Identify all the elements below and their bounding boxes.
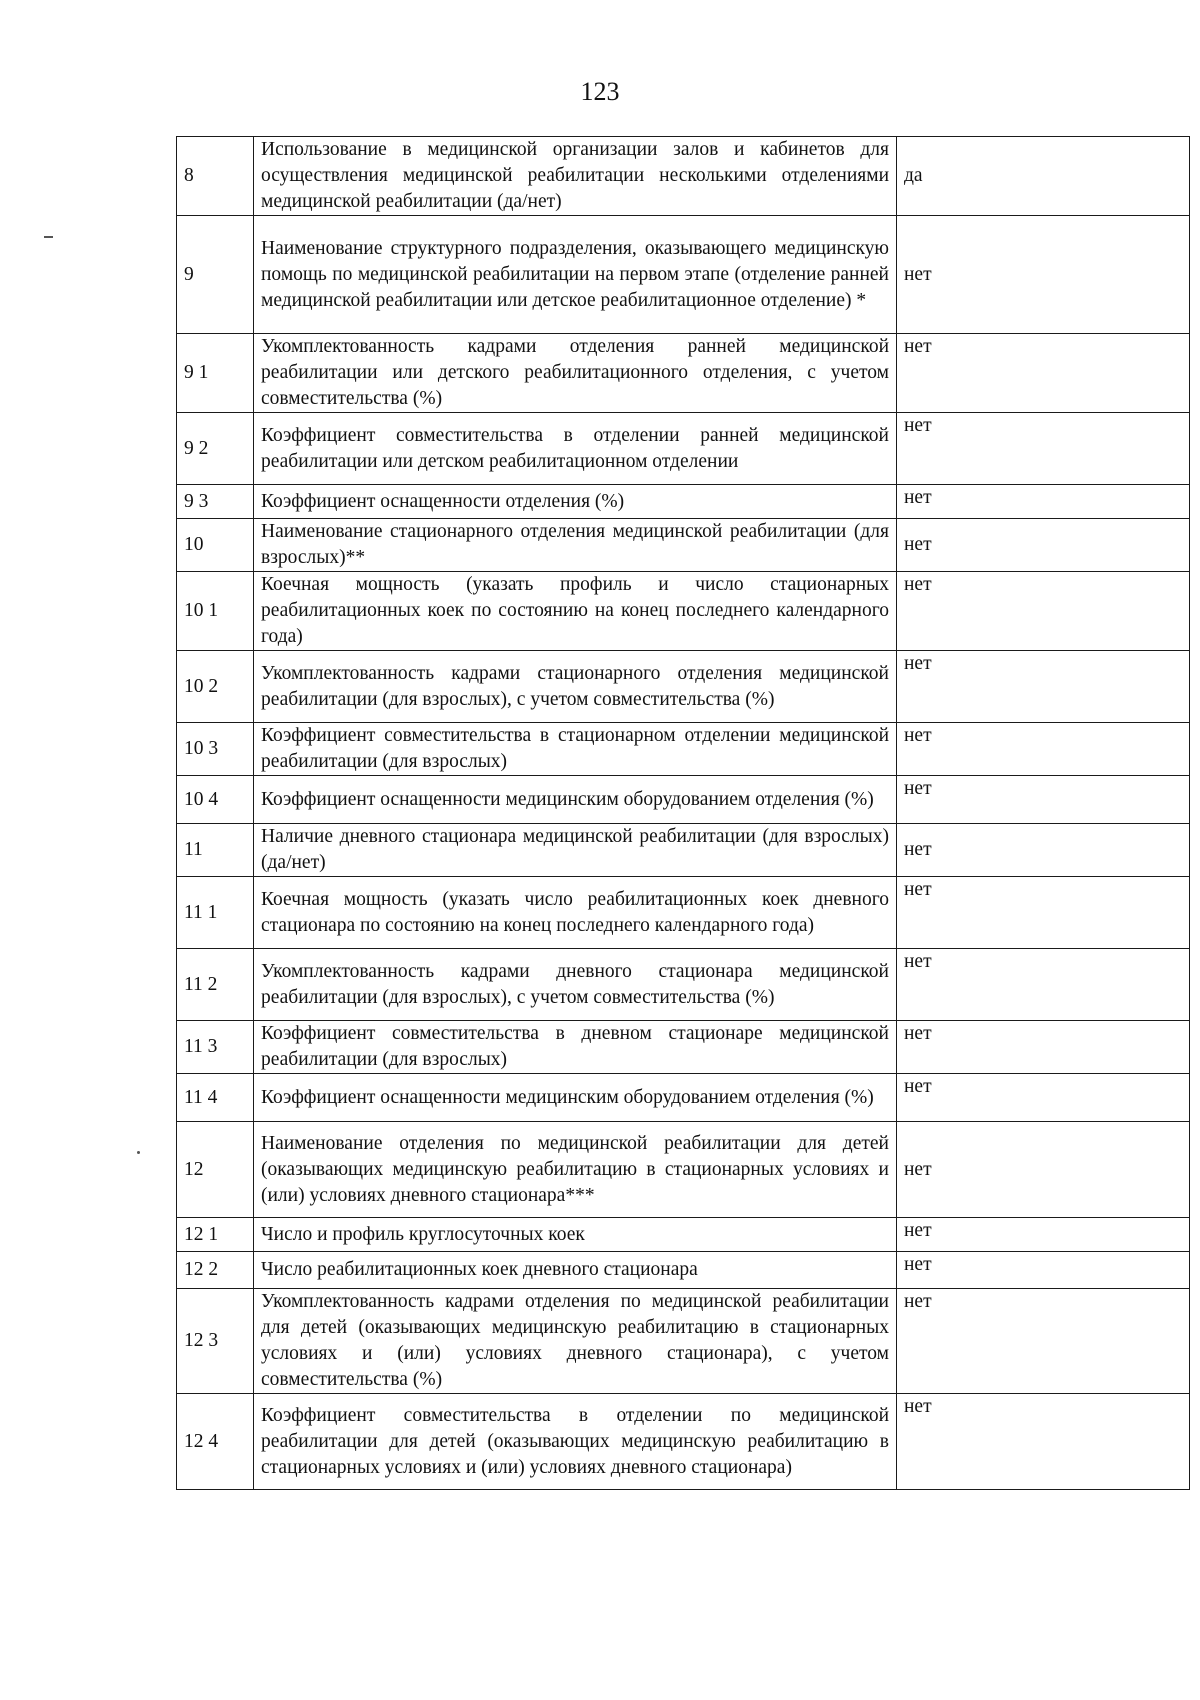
- indicator-name: Использование в медицинской организации залов и кабинетов для осуществления медицинской реабилитации несколькими отделениями медицинской реабилитации (да/нет): [254, 137, 897, 216]
- table-row: [177, 1394, 1190, 1490]
- table-row: [177, 949, 1190, 1021]
- table-row: [177, 723, 1190, 776]
- row-number: 10 3: [177, 723, 254, 776]
- indicator-name: Коэффициент совместительства в отделении ранней медицинской реабилитации или детском реабилитационном отделении: [254, 413, 897, 485]
- row-number: 10 1: [177, 572, 254, 651]
- row-number: 9: [177, 216, 254, 334]
- indicator-name: Наименование отделения по медицинской реабилитации для детей (оказывающих медицинскую реабилитацию в стационарных условиях и (или) условиях дневного стационара***: [254, 1122, 897, 1218]
- indicator-name: Наименование структурного подразделения, оказывающего медицинскую помощь по медицинской реабилитации на первом этапе (отделение ранней медицинской реабилитации или детское реабилитационное отделение) *: [254, 216, 897, 334]
- page-number: 123: [580, 77, 620, 106]
- table-row: [177, 216, 1190, 334]
- indicator-value: нет: [897, 1218, 1190, 1252]
- indicator-name: Коэффициент оснащенности медицинским оборудованием отделения (%): [254, 776, 897, 824]
- indicators-table-body: [177, 137, 1190, 1490]
- row-number: 8: [177, 137, 254, 216]
- indicator-name: Коэффициент совместительства в дневном стационаре медицинской реабилитации (для взрослых): [254, 1021, 897, 1074]
- row-number: 10 2: [177, 651, 254, 723]
- indicator-value: нет: [897, 776, 1190, 824]
- indicator-value: нет: [897, 572, 1190, 651]
- table-row: [177, 1074, 1190, 1122]
- indicator-value: нет: [897, 1074, 1190, 1122]
- indicators-table: [176, 136, 1190, 1490]
- row-number: 9 1: [177, 334, 254, 413]
- indicator-name: Коэффициент совместительства в отделении по медицинской реабилитации для детей (оказывающих медицинскую реабилитацию в стационарных условиях и (или) условиях дневного стационара): [254, 1394, 897, 1490]
- row-number: 12: [177, 1122, 254, 1218]
- indicator-value: нет: [897, 334, 1190, 413]
- indicator-value: да: [897, 137, 1190, 216]
- indicator-value: нет: [897, 651, 1190, 723]
- row-number: 12 4: [177, 1394, 254, 1490]
- indicator-name: Наличие дневного стационара медицинской реабилитации (для взрослых) (да/нет): [254, 824, 897, 877]
- table-row: [177, 137, 1190, 216]
- indicator-value: нет: [897, 1289, 1190, 1394]
- row-number: 11 3: [177, 1021, 254, 1074]
- table-row: [177, 877, 1190, 949]
- table-row: [177, 1021, 1190, 1074]
- indicator-name: Укомплектованность кадрами отделения по медицинской реабилитации для детей (оказывающих медицинскую реабилитацию в стационарных условиях и (или) условиях дневного стационара), с учетом совместительства (%): [254, 1289, 897, 1394]
- indicator-name: Число реабилитационных коек дневного стационара: [254, 1252, 897, 1289]
- table-row: [177, 485, 1190, 519]
- row-number: 12 1: [177, 1218, 254, 1252]
- indicator-name: Коечная мощность (указать профиль и число стационарных реабилитационных коек по состоянию на конец последнего календарного года): [254, 572, 897, 651]
- row-number: 9 2: [177, 413, 254, 485]
- table-row: [177, 1122, 1190, 1218]
- row-number: 11: [177, 824, 254, 877]
- indicator-name: Коэффициент совместительства в стационарном отделении медицинской реабилитации (для взрослых): [254, 723, 897, 776]
- indicator-value: нет: [897, 519, 1190, 572]
- table-row: [177, 519, 1190, 572]
- table-row: [177, 572, 1190, 651]
- indicator-name: Укомплектованность кадрами отделения ранней медицинской реабилитации или детского реабилитационного отделения, с учетом совместительства (%): [254, 334, 897, 413]
- indicator-value: нет: [897, 1394, 1190, 1490]
- indicator-value: нет: [897, 1252, 1190, 1289]
- table-row: [177, 1218, 1190, 1252]
- margin-dash-mark: [44, 236, 53, 238]
- indicator-name: Наименование стационарного отделения медицинской реабилитации (для взрослых)**: [254, 519, 897, 572]
- indicator-value: нет: [897, 723, 1190, 776]
- indicator-name: Коэффициент оснащенности медицинским оборудованием отделения (%): [254, 1074, 897, 1122]
- indicator-name: Число и профиль круглосуточных коек: [254, 1218, 897, 1252]
- indicator-value: нет: [897, 1122, 1190, 1218]
- margin-dot-mark: [137, 1151, 140, 1154]
- indicator-name: Коэффициент оснащенности отделения (%): [254, 485, 897, 519]
- indicator-name: Укомплектованность кадрами стационарного отделения медицинской реабилитации (для взрослых), с учетом совместительства (%): [254, 651, 897, 723]
- row-number: 11 1: [177, 877, 254, 949]
- indicator-value: нет: [897, 1021, 1190, 1074]
- indicator-value: нет: [897, 949, 1190, 1021]
- row-number: 10 4: [177, 776, 254, 824]
- table-row: [177, 824, 1190, 877]
- indicator-value: нет: [897, 216, 1190, 334]
- row-number: 12 2: [177, 1252, 254, 1289]
- row-number: 12 3: [177, 1289, 254, 1394]
- table-row: [177, 413, 1190, 485]
- table-row: [177, 651, 1190, 723]
- row-number: 10: [177, 519, 254, 572]
- row-number: 9 3: [177, 485, 254, 519]
- table-row: [177, 1252, 1190, 1289]
- indicator-name: Укомплектованность кадрами дневного стационара медицинской реабилитации (для взрослых), с учетом совместительства (%): [254, 949, 897, 1021]
- row-number: 11 4: [177, 1074, 254, 1122]
- table-row: [177, 334, 1190, 413]
- indicator-value: нет: [897, 485, 1190, 519]
- row-number: 11 2: [177, 949, 254, 1021]
- indicator-value: нет: [897, 824, 1190, 877]
- indicator-value: нет: [897, 877, 1190, 949]
- table-row: [177, 1289, 1190, 1394]
- indicator-name: Коечная мощность (указать число реабилитационных коек дневного стационара по состоянию на конец последнего календарного года): [254, 877, 897, 949]
- table-row: [177, 776, 1190, 824]
- indicator-value: нет: [897, 413, 1190, 485]
